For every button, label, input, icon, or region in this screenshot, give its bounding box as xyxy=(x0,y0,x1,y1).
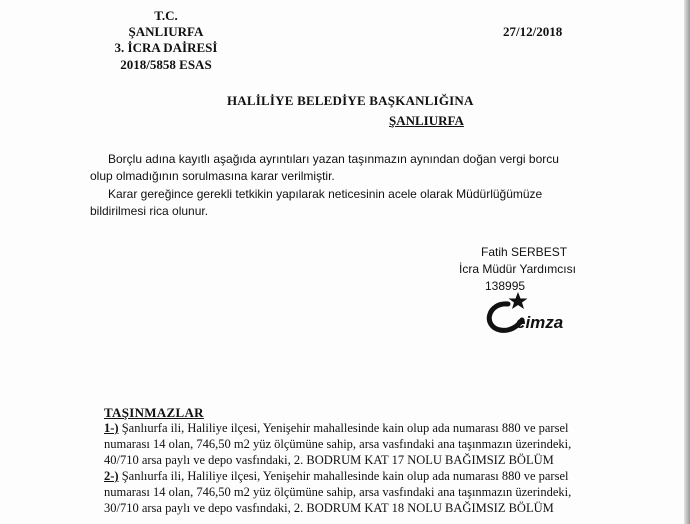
header-office: 3. İCRA DAİRESİ xyxy=(114,40,218,55)
property-1-line1 xyxy=(104,421,568,436)
signatory-number: 138995 xyxy=(485,279,526,293)
property-1-line3: 40/710 arsa paylı ve depo vasfındaki, 2. BODRUM KAT 17 NOLU BAĞIMSIZ BÖLÜM xyxy=(104,453,554,467)
property-2-line2: numarası 14 olan, 746,50 m2 yüz ölçümüne sahip, arsa vasfındaki ana taşınmazın üzerindeki, xyxy=(104,485,572,499)
addressee-title: HALİLİYE BELEDİYE BAŞKANLIĞINA xyxy=(227,93,474,108)
property-1-number: 1-) xyxy=(104,421,119,435)
property-2-number: 2-) xyxy=(104,469,119,483)
header-city: ŞANLIURFA xyxy=(128,24,204,39)
property-2-line3: 30/710 arsa paylı ve depo vasfındaki, 2. BODRUM KAT 18 NOLU BAĞIMSIZ BÖLÜM xyxy=(104,501,554,515)
body-paragraph2-line1: Karar gereğince gerekli tetkikin yapılarak neticesinin acele olarak Müdürlüğümüze xyxy=(108,187,543,201)
e-signature-text: eimza xyxy=(516,313,564,332)
property-1-text1: Şanlıurfa ili, Haliliye ilçesi, Yenişehir mahallesinde kain olup ada numarası 880 ve parsel xyxy=(118,421,569,435)
header-case-number: 2018/5858 ESAS xyxy=(120,57,212,72)
body-paragraph2-line2: bildirilmesi rica olunur. xyxy=(90,204,209,218)
property-1-line2: numarası 14 olan, 746,50 m2 yüz ölçümüne sahip, arsa vasfındaki ana taşınmazın üzerindeki, xyxy=(104,437,572,451)
property-2-line1 xyxy=(104,469,568,484)
page-edge-shadow xyxy=(684,0,690,524)
signatory-name: Fatih SERBEST xyxy=(481,245,568,259)
document-date: 27/12/2018 xyxy=(503,24,563,39)
properties-title: TAŞINMAZLAR xyxy=(104,405,204,420)
body-paragraph1-line2: olup olmadığının sorulmasına karar verilmiştir. xyxy=(90,169,335,183)
addressee-city: ŞANLIURFA xyxy=(389,113,464,128)
header-tc: T.C. xyxy=(154,8,178,23)
property-2-text1: Şanlıurfa ili, Haliliye ilçesi, Yenişehir mahallesinde kain olup ada numarası 880 ve parsel xyxy=(118,469,569,483)
signatory-title: İcra Müdür Yardımcısı xyxy=(459,262,576,276)
body-paragraph1-line1: Borçlu adına kayıtlı aşağıda ayrıntıları yazan taşınmazın aynından doğan vergi borcu xyxy=(108,152,559,166)
e-signature-logo-icon xyxy=(478,290,568,338)
